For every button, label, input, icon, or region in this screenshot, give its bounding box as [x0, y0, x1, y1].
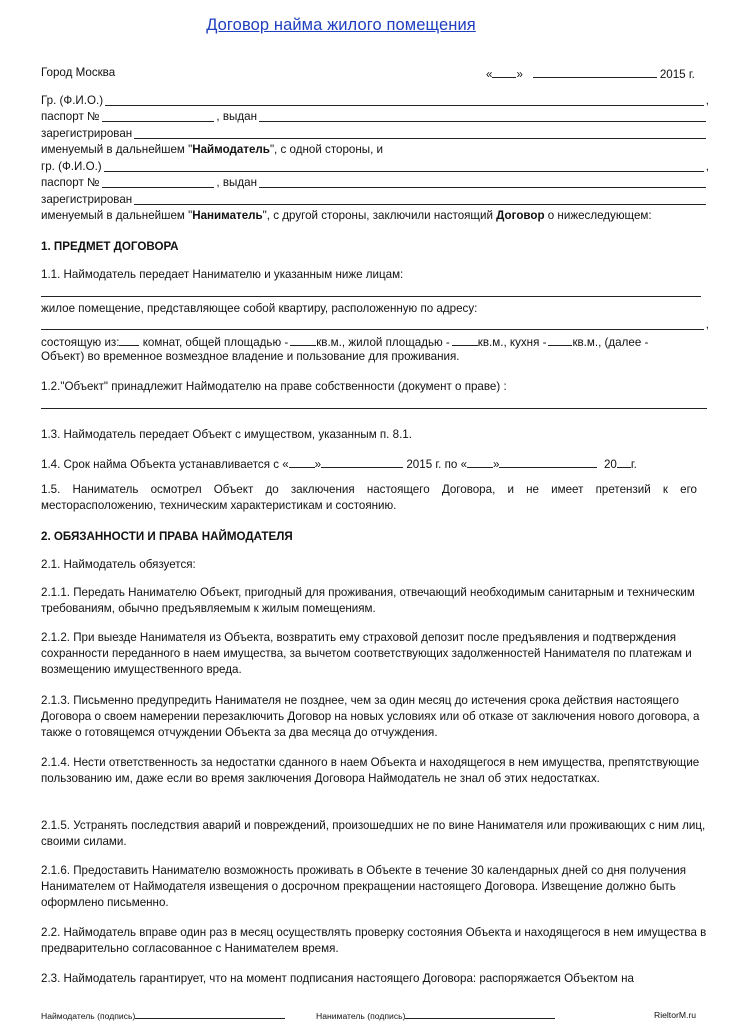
section1-heading: 1. ПРЕДМЕТ ДОГОВОРА: [41, 240, 179, 253]
party1-registered-blank: [134, 127, 706, 139]
party2-named-post: о нижеследующем:: [544, 209, 652, 222]
party1-named-post: ", с одной стороны, и: [269, 143, 383, 156]
term-to-year-suffix: г.: [630, 458, 637, 471]
party1-named-text: [41, 143, 383, 157]
kitchen-area-label: кв.м., кухня -: [477, 336, 547, 349]
kitchen-area-blank: [548, 334, 572, 346]
clause-1-4: [41, 456, 637, 472]
party1-issued-label: , выдан: [216, 110, 257, 123]
clause-2-3: 2.3. Наймодатель гарантирует, что на момент подписания настоящего Договора: распоряжается Объектом на: [41, 972, 634, 985]
date-year: 2015 г.: [659, 68, 695, 81]
site-watermark: RieltorM.ru: [654, 1010, 697, 1020]
landlord-signature-label: Наймодатель (подпись): [41, 1011, 136, 1021]
city-label: Город Москва: [41, 66, 116, 79]
clause-1-1-object-text: Объект) во временное возмездное владение и пользование для проживания.: [41, 350, 460, 363]
hereinafter-label: кв.м., (далее -: [572, 336, 649, 349]
date-month-blank: [533, 66, 657, 78]
party1-role: Наймодатель: [192, 143, 270, 156]
clause-1-2: 1.2."Объект" принадлежит Наймодателю на праве собственности (документ о праве) :: [41, 380, 507, 393]
party2-fio-blank: [104, 160, 704, 172]
rooms-blank: [119, 334, 139, 346]
party2-passport-blank: [102, 176, 214, 188]
party1-fio-row: [41, 94, 709, 108]
party1-issued-blank: [259, 110, 706, 122]
clause-2-1-1: 2.1.1. Передать Нанимателю Объект, пригодный для проживания, отвечающий необходимым санитарным и техническим требованиям, обычно предъявляемым к жилым помещениям.: [41, 586, 695, 616]
term-to-quote-close: »: [493, 458, 500, 471]
clause-2-1-2: 2.1.2. При выезде Нанимателя из Объекта, возвратить ему страховой депозит после предъявления и подтверждения сохранности переданного в наем имущества, за вычетом соответствующих задолженностей Нанимателя по платежам и возмещению имущественного вреда.: [41, 631, 692, 677]
party2-issued-label: , выдан: [216, 176, 257, 189]
party1-passport-blank: [102, 110, 214, 122]
party2-doc: Договор: [496, 209, 545, 222]
clause-2-1: 2.1. Наймодатель обязуется:: [41, 558, 196, 571]
clause-1-1-area-row: [41, 334, 648, 350]
party2-fio-row: [41, 160, 709, 174]
tenant-signature-blank: [405, 1010, 555, 1019]
party2-registered-blank: [134, 193, 706, 205]
term-from-label: 1.4. Срок найма Объекта устанавливается с «: [41, 458, 289, 471]
party1-fio-label: Гр. (Ф.И.О.): [41, 94, 104, 107]
party2-named-mid: ", с другой стороны, заключили настоящий: [262, 209, 497, 222]
party2-named-pre: именуемый в дальнейшем ": [41, 209, 193, 222]
party2-passport-label: паспорт №: [41, 176, 100, 189]
comma: ,: [705, 318, 709, 331]
clause-1-1: 1.1. Наймодатель передает Нанимателю и указанным ниже лицам:: [41, 268, 404, 281]
rooms-label: состоящую из:: [41, 336, 120, 349]
term-to-century: 20: [603, 458, 617, 471]
tenant-signature: [316, 1010, 555, 1021]
term-from-quote-close: »: [314, 458, 322, 471]
term-to-month-blank: [499, 456, 597, 468]
term-to-year-blank: [617, 456, 631, 468]
section2-heading: 2. ОБЯЗАННОСТИ И ПРАВА НАЙМОДАТЕЛЯ: [41, 530, 293, 543]
document-title: Договор найма жилого помещения: [206, 16, 476, 34]
term-to-day-blank: [467, 456, 493, 468]
comma: ,: [705, 160, 709, 173]
clause-1-1-address-text: жилое помещение, представляющее собой квартиру, расположенную по адресу:: [41, 302, 478, 315]
clause-1-5: 1.5. Наниматель осмотрел Объект до заключения настоящего Договора, и не имеет претензий к его месторасположению, техническим характеристикам и состоянию.: [41, 483, 697, 513]
clause-1-2-blank-line: [41, 408, 707, 409]
party1-passport-label: паспорт №: [41, 110, 100, 123]
party1-registered-label: зарегистрирован: [41, 127, 133, 140]
party2-issued-blank: [259, 176, 706, 188]
party1-registered-row: [41, 127, 708, 141]
party2-role: Наниматель: [192, 209, 263, 222]
landlord-signature: [41, 1010, 285, 1021]
total-area-label: комнат, общей площадью -: [139, 336, 289, 349]
party2-fio-label: гр. (Ф.И.О.): [41, 160, 102, 173]
living-area-label: кв.м., жилой площадью -: [316, 336, 450, 349]
term-from-day-blank: [289, 456, 315, 468]
date-quote-close: »: [516, 68, 523, 81]
address-blank: [41, 318, 704, 330]
landlord-signature-blank: [135, 1010, 285, 1019]
party2-passport-row: [41, 176, 708, 190]
clause-2-1-3: 2.1.3. Письменно предупредить Нанимателя не позднее, чем за один месяц до истечения срока действия настоящего Договора о своем намерении перезаключить Договор на новых условиях или об отказе от заключения нового договора, а также о готовящемся отчуждении Объекта за два месяца до отчуждения.: [41, 694, 700, 740]
party1-passport-row: [41, 110, 708, 124]
party1-named-pre: именуемый в дальнейшем ": [41, 143, 193, 156]
clause-1-1-blank-line: [41, 296, 701, 297]
clause-2-1-5: 2.1.5. Устранять последствия аварий и повреждений, произошедших не по вине Нанимателя или проживающих с ним лиц, своими силами.: [41, 819, 706, 849]
clause-2-2: 2.2. Наймодатель вправе один раз в месяц осуществлять проверку состояния Объекта и находящегося в нем имущества в предварительно согласованное с Нанимателем время.: [41, 926, 707, 956]
term-from-month-blank: [321, 456, 403, 468]
address-blank-row: [41, 318, 709, 332]
date-quote-open: «: [486, 68, 493, 81]
term-to-label: 2015 г. по «: [406, 458, 468, 471]
date-day-blank: [492, 66, 516, 78]
total-area-blank: [290, 334, 316, 346]
party1-fio-blank: [105, 94, 704, 106]
party2-registered-row: [41, 193, 708, 207]
party2-named-text: [41, 209, 652, 223]
clause-2-1-6: 2.1.6. Предоставить Нанимателю возможность проживать в Объекте в течение 30 календарных дней со дня получения Нанимателем от Наймодателя извещения о досрочном прекращении настоящего Договора. Извещение должно быть оформлено письменно.: [41, 864, 687, 910]
date-line: [486, 66, 695, 82]
party2-registered-label: зарегистрирован: [41, 193, 133, 206]
clause-2-1-4: 2.1.4. Нести ответственность за недостатки сданного в наем Объекта и находящегося в нем имущества, препятствующие пользованию им, даже если во время заключения Договора Наймодатель не знал об этих недостатках.: [41, 756, 700, 786]
living-area-blank: [452, 334, 478, 346]
tenant-signature-label: Наниматель (подпись): [316, 1011, 406, 1021]
clause-1-3: 1.3. Наймодатель передает Объект с имуществом, указанным п. 8.1.: [41, 428, 412, 441]
comma: ,: [705, 94, 709, 107]
